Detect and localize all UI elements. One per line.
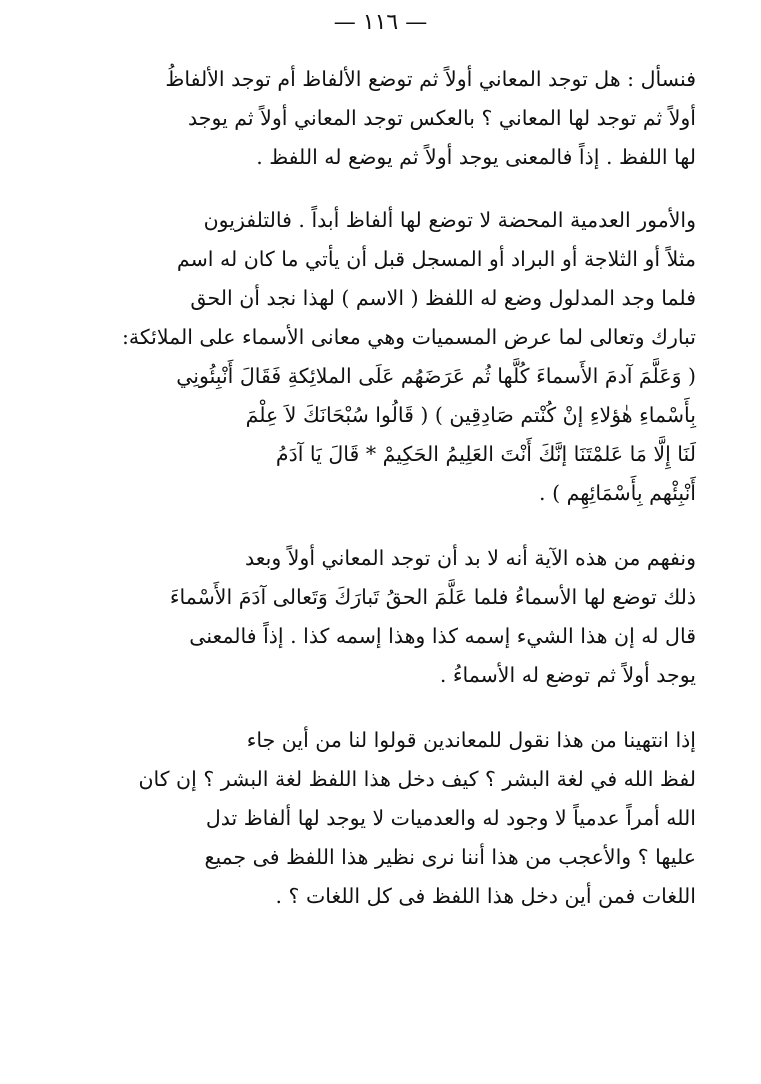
quran-verse-line: أَنْبِئْهم بِأَسْمَائِهِم ) . <box>539 481 696 505</box>
text-line: عليها ؟ والأعجب من هذا أننا نرى نظير هذا اللفظ فى جميع <box>204 845 696 869</box>
text-line: فنسأل : هل توجد المعاني أولاً ثم توضع الألفاظ أم توجد الألفاظُ <box>165 67 696 91</box>
text-line: الله أمراً عدمياً لا وجود له والعدميات لا يوجد لها ألفاظ تدل <box>205 806 696 830</box>
paragraph-1 <box>70 60 696 177</box>
page-body <box>70 60 696 916</box>
text-line: لفظ الله في لغة البشر ؟ كيف دخل هذا اللفظ لغة البشر ؟ إن كان <box>138 767 696 791</box>
text-line: يوجد أولاً ثم توضع له الأسماءُ . <box>439 663 696 687</box>
text-line: اللغات فمن أين دخل هذا اللفظ فى كل اللغات ؟ . <box>275 884 696 908</box>
quran-verse-line: بِأَسْماءِ هٰؤلاءِ إنْ كُنْتم صَادِقِين ) ( قَالُوا سُبْحَانَكَ لاَ عِلْمَ <box>245 403 696 427</box>
quran-verse-line: ( وَعَلَّمَ آدمَ الأَسماءَ كُلَّها ثُم عَرَضَهُم عَلَى الملائِكةِ فَقَالَ أَنْبِئُونِي <box>176 364 696 388</box>
text-line: والأمور العدمية المحضة لا توضع لها ألفاظ أبداً . فالتلفزيون <box>203 208 696 232</box>
text-line: تبارك وتعالى لما عرض المسميات وهي معانى الأسماء على الملائكة: <box>121 325 696 349</box>
paragraph-4 <box>70 721 696 916</box>
paragraph-2 <box>70 201 696 513</box>
text-line: إذا انتهينا من هذا نقول للمعاندين قولوا لنا من أين جاء <box>246 728 696 752</box>
text-line: فلما وجد المدلول وضع له اللفظ ( الاسم ) لهذا نجد أن الحق <box>190 286 696 310</box>
paragraph-3 <box>70 539 696 695</box>
text-line: ذلك توضع لها الأسماءُ فلما عَلَّمَ الحقُ تَبارَكَ وَتَعالى آدَمَ الأَسْماءَ <box>169 585 696 609</box>
quran-verse-line: لَنَا إِلَّا مَا عَلمْتَنَا إنَّكَ أَنْتَ العَلِيمُ الحَكِيمْ * قَالَ يَا آدَمُ <box>275 442 696 466</box>
text-line: مثلاً أو الثلاجة أو البراد أو المسجل قبل أن يأتي ما كان له اسم <box>176 247 696 271</box>
page-number: — ١١٦ — <box>333 10 428 35</box>
text-line: ونفهم من هذه الآية أنه لا بد أن توجد المعاني أولاً وبعد <box>244 546 696 570</box>
text-line: قال له إن هذا الشيء إسمه كذا وهذا إسمه كذا . إذاً فالمعنى <box>189 624 696 648</box>
text-line: لها اللفظ . إذاً فالمعنى يوجد أولاً ثم يوضع له اللفظ . <box>256 145 696 169</box>
text-line: أولاً ثم توجد لها المعاني ؟ بالعكس توجد المعاني أولاً ثم يوجد <box>188 106 696 130</box>
